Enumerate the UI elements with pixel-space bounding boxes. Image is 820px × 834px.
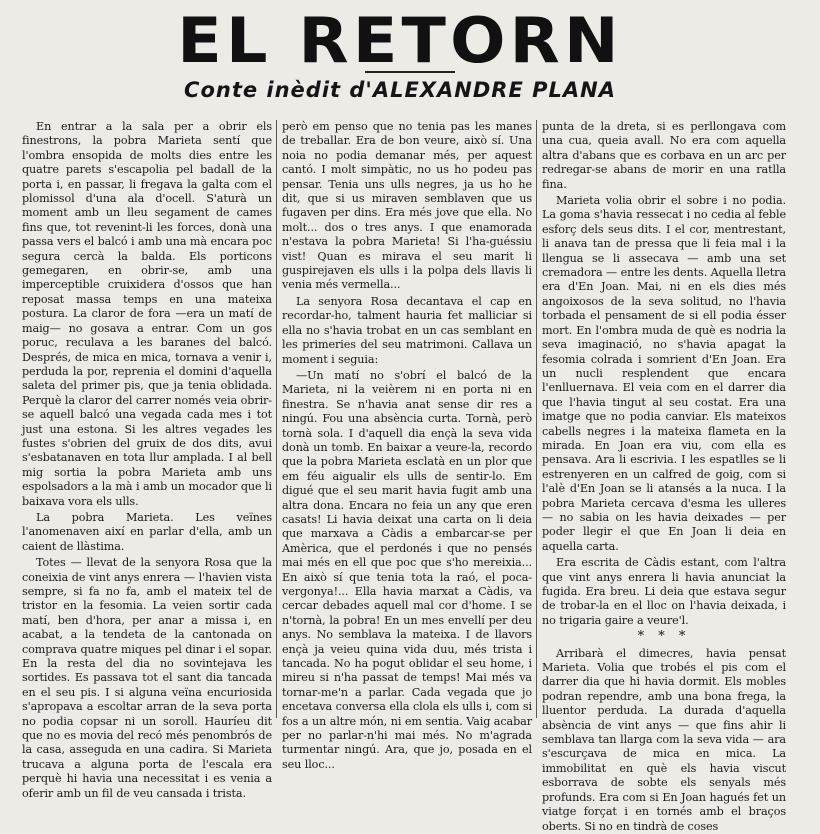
paragraph: Marieta volia obrir el sobre i no podia. La goma s'havia ressecat i no cedia al feble esforç dels seus dits. I el cor, mentrestant, li anava tan de pressa que li feia mal i la llengua se li assecava — amb una set cremadora — entre les dents. Aquella lletra era d'En Joan. Mai, ni en els dies més angoixosos de la seva solitud, no l'havia torbada el pensament de si ell podia ésser mort. En l'ombra muda de què es nodria la seva imaginació, no s'havia apagat la fesomia colrada i somrient d'En Joan. Era un nucli resplendent que encara l'enlluernava. El veia com en el darrer dia que l'havia tingut al seu costat. Era una imatge que no podia canviar. Els mateixos cabells negres i la mateixa flameta en la mirada. En Joan era viu, com ella es pensava. Ara li escrivia. I les espatlles se li estrenyeren en un calfred de goig, com si l'alè d'En Joan se li atansés a la nuca. I la pobra Marieta cercava d'esma les ulleres — no sabia on les havia deixades — per poder llegir el que En Joan li deia en aquella carta.: [542, 194, 786, 553]
paragraph: Totes — llevat de la senyora Rosa que la coneixia de vint anys enrera — l'havien vista sempre, si fa no fa, amb el mateix tel de tristor en la fesomia. La veien sortir cada matí, ben d'hora, per anar a missa i, en acabat, a la tendeta de la cantonada on comprava quatre miques pel dinar i el sopar. En la resta del dia no sovintejava les sortides. Es passava tot el sant dia tancada en el seu pis. I si alguna veïna encuriosida s'apropava a escoltar arran de la seva porta no podia copsar ni un soroll. Hauríeu dit que no es movia del recó més penombrós de la casa, asseguda en una cadira. Si Marieta trucava a alguna porta de l'escala era perquè hi havia una necessitat i es venia a oferir amb un fil de veu cansada i trista.: [22, 556, 272, 800]
text-column-3: [542, 120, 786, 833]
column-separator: [536, 120, 537, 718]
paragraph: punta de la dreta, si es perllongava com una cua, queia avall. No era com aquella altra d'abans que es corbava en un arc per redregar-se abans de morir en una ratlla fina.: [542, 120, 786, 191]
paragraph: La senyora Rosa decantava el cap en recordar-ho, talment hauria fet malliciar si ella no s'havia trobat en un cas semblant en les primeries del seu matrimoni. Callava un moment i seguia:: [282, 294, 532, 366]
text-column-1: [22, 120, 272, 800]
paragraph: La pobra Marieta. Les veïnes l'anomenaven així en parlar d'ella, amb un caient de llàstima.: [22, 510, 272, 553]
section-break: * * *: [637, 629, 691, 645]
article-title: EL RETORN: [177, 4, 623, 77]
paragraph: —Un matí no s'obrí el balcó de la Marieta, ni la veièrem ni en porta ni en finestra. Se n'havia anat sense dir res a ningú. Fou una absència curta. Tornà, però tornà sola. I d'aquell dia ençà la seva vida donà un tomb. En baixar a veure-la, recordo que la pobra Marieta esclatà en un plor que em féu aigualir els ulls de sentir-lo. Em digué que el seu marit havia fugit amb una altra dona. Encara no feia un any que eren casats! Li havia deixat una carta on li deia que marxava a Càdis a embarcar-se per Amèrica, que el perdonés i que no pensés mai més en ell que poc que s'ho mereixia... En això sí que tenia tota la raó, el poca-vergonya!... Ella havia marxat a Càdis, va cercar debades aquell mal cor d'home. I se n'tornà, la pobra! En un mes envellí per deu anys. No semblava la mateixa. I de llavors ençà ja veieu quina vida duu, més trista i tancada. No ha pogut oblidar el seu home, i mireu si n'ha passat de temps! Mai més va tornar-me'n a parlar. Cada vegada que jo encetava conversa ella clola els ulls i, com si fos a un altre món, ni em sentia. Vaig acabar per no parlar-n'hi mai més. No m'agrada turmentar ningú. Ara, que jo, posada en el seu lloc...: [282, 368, 532, 771]
text-column-2: [282, 120, 532, 771]
column-separator: [276, 120, 277, 718]
paragraph: però em penso que no tenia pas les manes de treballar. Era de bon veure, això sí. Una noia no podia demanar més, per aquest cantó. I molt simpàtic, no us ho podeu pas pensar. Tenia uns ulls negres, ja us ho he dit, que si us miraven semblaven que us fugaven per dins. Era més jove que ella. No molt... dos o tres anys. I que enamorada n'estava la pobra Marieta! Si l'ha-guéssiu vist! Quan es mirava el seu marit li guspirejaven els ulls i la polpa dels llavis li venia més vermella...: [282, 120, 532, 292]
paragraph: Arribarà el dimecres, havia pensat Marieta. Volia que trobés el pis com el darrer dia que hi havia dormit. Els mobles podran rependre, amb una bona frega, la lluentor perduda. La durada d'aquella absència de vint anys — que fins ahir li semblava tan llarga com la seva vida — ara s'escurçava de mica en mica. La immobilitat en què els havia viscut esborrava de sobte els senyals més profunds. Era com si En Joan hagués fet un viatge forçat i en tornés amb el braços oberts. Si no en tindrà de coses: [542, 646, 786, 833]
paragraph: Era escrita de Càdis estant, com l'altra que vint anys enrera li havia anunciat la fugida. Era breu. Li deia que estava segur de trobar-la en el lloc on l'havia deixada, i no trigaria gaire a veure'l.: [542, 556, 786, 627]
article-subtitle: Conte inèdit d'ALEXANDRE PLANA: [184, 78, 616, 102]
title-divider: [365, 71, 455, 73]
paragraph: En entrar a la sala per a obrir els finestrons, la pobra Marieta sentí que l'ombra ensopida de molts dies entre les quatre parets s'escapolia pel badall de la porta i, en passar, li fregava la galta com el plomissol d'una ala d'ocell. S'aturà un moment amb un lleu segament de cames fins que, tot revenint-li les forces, donà una passa vers el balcó i amb una mà encara poc segura cercà la balda. Els porticons gemegaren, en obrir-se, amb una imperceptible cruixidera d'ossos que han reposat massa temps en una mateixa postura. La claror de fora —era un matí de maig— no gosava a entrar. Com un gos poruc, reculava a les baranes del balcó. Després, de mica en mica, tornava a venir i, perduda la por, reprenia el domini d'aquella saleta del primer pis, que ja tenia oblidada. Perquè la claror del carrer només veia obrir-se aquell balcó una vegada cada mes i tot just una estona. Si les altres vegades les fustes s'obrien del gruix de dos dits, avui s'esbatanaven en tota llur amplada. I al bell mig sortia la pobra Marieta amb uns espolsadors a la mà i amb un mocador que li baixava vora els ulls.: [22, 120, 272, 508]
